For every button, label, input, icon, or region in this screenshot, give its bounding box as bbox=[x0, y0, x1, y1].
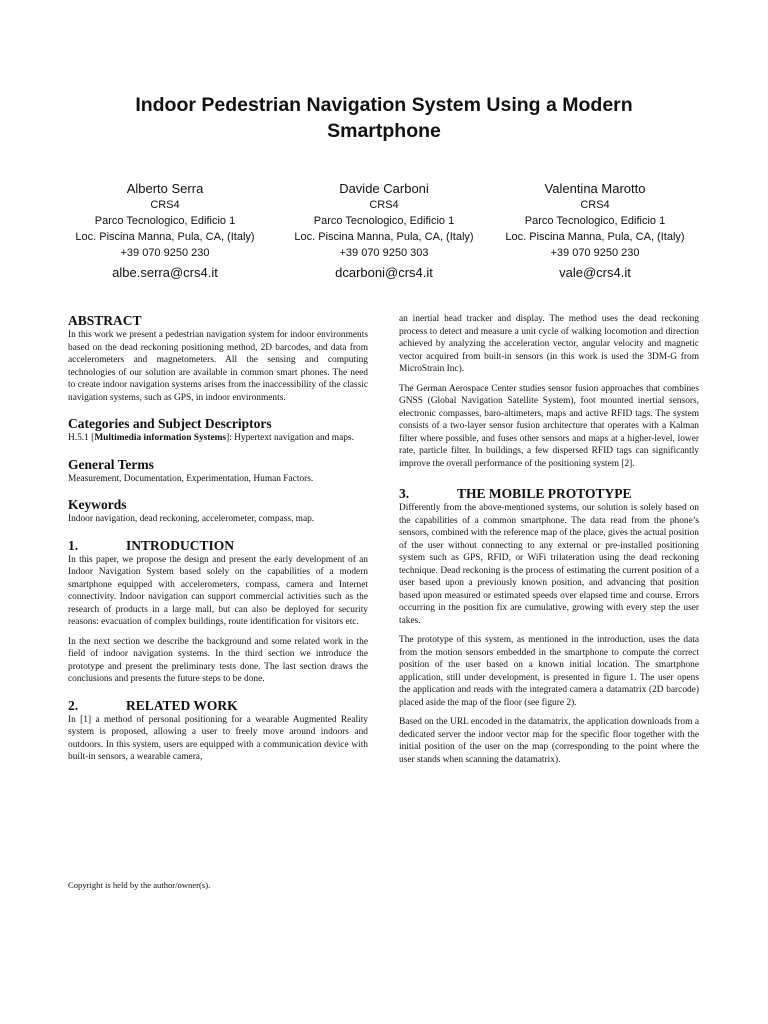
title-line-1: Indoor Pedestrian Navigation System Using a Modern bbox=[135, 94, 633, 116]
author-block-carboni bbox=[276, 180, 492, 281]
prototype-paragraph-2: The prototype of this system, as mentioned in the introduction, uses the data from the motion sensors embedded in the smartphone to compute the correct position of the user based on a known initial location. The smartphone application, still under development, is presented in figure 1. The user opens the application and reads with the integrated camera a datamatrix (2D barcode) placed aside the map of the floor (see figure 2). bbox=[399, 635, 699, 708]
section-title: RELATED WORK bbox=[126, 697, 238, 713]
section-number: 2. bbox=[68, 697, 79, 713]
section-number: 3. bbox=[399, 486, 410, 501]
author-name: Davide Carboni bbox=[339, 181, 429, 196]
author-address-1: Parco Tecnologico, Edificio 1 bbox=[94, 215, 236, 227]
author-email[interactable]: dcarboni@crs4.it bbox=[335, 265, 433, 280]
related-work-paragraph-1: In [1] a method of personal positioning for a wearable Augmented Reality system is proposed, allowing a user to freely move around indoors and outdoors. In this system, users are equipped with a communication device with built-in sensors, a wearable camera, bbox=[68, 714, 368, 762]
categories-bold: Multimedia information Systems bbox=[94, 433, 227, 443]
author-block-serra bbox=[57, 180, 273, 281]
categories-text bbox=[68, 432, 368, 445]
keywords-heading: Keywords bbox=[68, 497, 127, 512]
author-name: Alberto Serra bbox=[126, 181, 204, 196]
author-org: CRS4 bbox=[150, 199, 180, 211]
abstract-heading: ABSTRACT bbox=[68, 313, 142, 328]
categories-heading: Categories and Subject Descriptors bbox=[68, 416, 272, 431]
mobile-prototype-heading bbox=[399, 485, 699, 502]
related-work-heading bbox=[68, 697, 368, 714]
general-terms-text: Measurement, Documentation, Experimentation, Human Factors. bbox=[68, 473, 314, 484]
paper-title bbox=[60, 92, 708, 144]
author-phone: +39 070 9250 303 bbox=[339, 247, 429, 259]
section-title: INTRODUCTION bbox=[126, 537, 235, 553]
author-address-1: Parco Tecnologico, Edificio 1 bbox=[524, 215, 666, 227]
prototype-paragraph-1: Differently from the above-mentioned systems, our solution is solely based on the capabilities of a common smartphone. The data read from the phone’s sensors, combined with the reference map of the place, gives the actual position of the user without connecting to any external or pre-installed positioning system such as GPS, RFID, or WiFi trilateration using the dead reckoning technique. Dead reckoning is the process of estimating the current position of a user based upon a previously known position, and advancing that position based upon measured or estimated speeds over elapsed time and course. Errors occurring in the position fix are cumulative, growing with every step the user takes. bbox=[399, 503, 699, 626]
author-email[interactable]: vale@crs4.it bbox=[559, 265, 631, 280]
author-phone: +39 070 9250 230 bbox=[550, 247, 640, 259]
author-email[interactable]: albe.serra@crs4.it bbox=[112, 265, 218, 280]
author-address-2: Loc. Piscina Manna, Pula, CA, (Italy) bbox=[75, 231, 255, 243]
section-title: THE MOBILE PROTOTYPE bbox=[457, 486, 632, 501]
section-number: 1. bbox=[68, 537, 79, 553]
left-column bbox=[68, 312, 368, 771]
introduction-paragraph-1: In this paper, we propose the design and present the early development of an Indoor Navigation System based solely on the capabilities of a modern smartphone equipped with accelerometers, compass, camera and Internet connectivity. Indoor navigation can support commercial activities such as the research of products in a large mall, but can also be deployed for security reasons: evacuation of complex buildings, route identification for visitors etc. bbox=[68, 554, 368, 627]
related-work-paragraph-2: an inertial head tracker and display. The method uses the dead reckoning process to detect and measure a unit cycle of walking locomotion and direction achieved by analyzing the acceleration vector, angular velocity and magnetic vector acquired from built-in sensors (in this work is used the 3DM-G from MicroStrain Inc). bbox=[399, 314, 699, 374]
author-phone: +39 070 9250 230 bbox=[120, 247, 210, 259]
categories-rest: ]: Hypertext navigation and maps. bbox=[226, 433, 354, 443]
related-work-paragraph-3: The German Aerospace Center studies sensor fusion approaches that combines GNSS (Global Navigation Satellite System), foot mounted inertial sensors, electronic compasses, baro-altimeters, maps and active RFID tags. The system consists of a two-layer sensor fusion architecture that operates with a Kalman filter where possible, and fuses other sensors and maps at a higher-level, lower rate, particle filter. In buildings, a few dispersed RFID tags can significantly improve the overall performance of the positioning system [2]. bbox=[399, 383, 699, 469]
author-org: CRS4 bbox=[580, 199, 610, 211]
right-column bbox=[399, 313, 699, 773]
author-name: Valentina Marotto bbox=[544, 181, 646, 196]
prototype-paragraph-3: Based on the URL encoded in the datamatrix, the application downloads from a dedicated server the indoor vector map for the specific floor together with the initial position of the user on the map (corresponding to the point where the user stands when scanning the datamatrix). bbox=[399, 717, 699, 765]
keywords-text: Indoor navigation, dead reckoning, accelerometer, compass, map. bbox=[68, 514, 315, 524]
author-address-1: Parco Tecnologico, Edificio 1 bbox=[313, 215, 455, 227]
author-address-2: Loc. Piscina Manna, Pula, CA, (Italy) bbox=[294, 231, 474, 243]
categories-code: H.5.1 [ bbox=[68, 433, 95, 443]
introduction-heading bbox=[68, 537, 368, 554]
general-terms-heading: General Terms bbox=[68, 456, 154, 472]
author-address-2: Loc. Piscina Manna, Pula, CA, (Italy) bbox=[505, 231, 685, 243]
abstract-text: In this work we present a pedestrian navigation system for indoor environments based on the dead reckoning positioning method, 2D barcodes, and data from accelerometers and magnetometers. All the sensing and computing technologies of our solution are available in common smart phones. The need to create indoor navigation systems arises from the inaccessibility of the classic navigation systems, such as GPS, in indoor environments. bbox=[68, 330, 368, 403]
author-block-marotto bbox=[487, 180, 703, 281]
author-org: CRS4 bbox=[369, 199, 399, 211]
copyright-notice: Copyright is held by the author/owner(s). bbox=[68, 880, 211, 890]
title-line-2: Smartphone bbox=[327, 120, 441, 142]
introduction-paragraph-2: In the next section we describe the background and some related work in the field of indoor navigation systems. In the third section we introduce the prototype and present the preliminary tests done. The last section draws the conclusions and presents the future steps to be done. bbox=[68, 636, 368, 684]
